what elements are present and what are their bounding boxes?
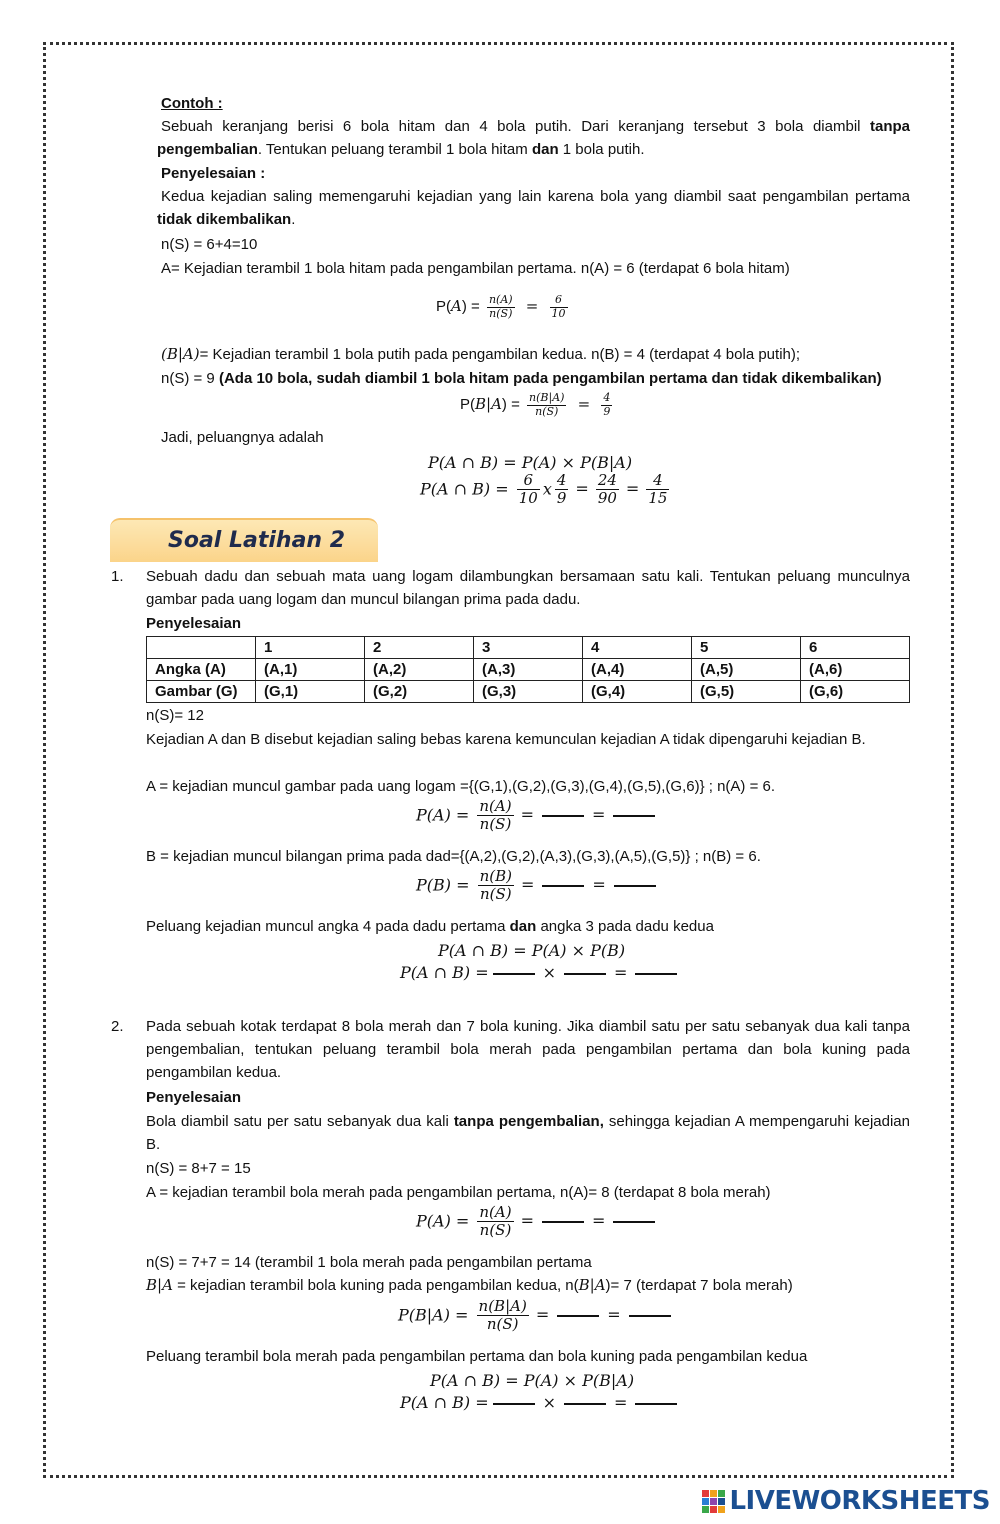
answer-blank[interactable] — [614, 885, 656, 887]
liveworksheets-logo[interactable] — [702, 1486, 990, 1516]
q1-solution-heading: Penyelesaian — [146, 615, 242, 632]
table-header-row — [147, 637, 910, 659]
example-conclusion: Jadi, peluangnya adalah — [161, 429, 324, 446]
q1-formula-2: P(A ∩ B) = × = — [400, 961, 681, 984]
q2-solution-heading: Penyelesaian — [146, 1089, 242, 1106]
answer-blank[interactable] — [564, 973, 606, 975]
q2-result: Peluang terambil bola merah pada pengambilan pertama dan bola kuning pada pengambilan kedua — [146, 1348, 808, 1365]
q1-event-b: B = kejadian muncul bilangan prima pada dad={(A,2),(G,2),(A,3),(G,3),(A,5),(G,5)} ; n(B) = 6. — [146, 848, 761, 865]
table-cell: (G,1) — [256, 681, 365, 703]
q2-event-a: A = kejadian terambil bola merah pada pengambilan pertama, n(A)= 8 (terdapat 8 bola merah) — [146, 1184, 771, 1201]
table-cell: 2 — [365, 637, 474, 659]
liveworksheets-logo-icon — [702, 1490, 725, 1513]
q1-pb-formula: P(B) = $\frac{n(B)}{n(S)}$ = = — [416, 868, 660, 904]
example-explanation: Kedua kejadian saling memengaruhi kejadian yang lain karena bola yang diambil saat pengambilan pertama tidak dikembalikan. — [157, 188, 910, 228]
q2-ns: n(S) = 8+7 = 15 — [146, 1160, 251, 1177]
example-heading: Contoh : — [161, 95, 223, 112]
table-cell: (G,5) — [692, 681, 801, 703]
q2-formula-1: P(A ∩ B) = P(A) × P(B|A) — [430, 1371, 635, 1390]
q1-event-a: A = kejadian muncul gambar pada uang logam ={(G,1),(G,2),(G,3),(G,4),(G,5),(G,6)} ; n(A) = 6. — [146, 778, 776, 795]
answer-blank[interactable] — [635, 973, 677, 975]
liveworksheets-brand: LIVEWORKSHEETS — [729, 1486, 990, 1516]
example-solution-heading: Penyelesaian : — [161, 165, 266, 182]
q2-number: 2. — [111, 1018, 124, 1035]
answer-blank[interactable] — [635, 1403, 677, 1405]
example-ns2: n(S) = 9 (Ada 10 bola, sudah diambil 1 bola hitam pada pengambilan pertama dan tidak dikembalikan) — [161, 370, 882, 387]
table-cell: (A,6) — [801, 659, 910, 681]
q2-explanation: Bola diambil satu per satu sebanyak dua kali tanpa pengembalian, sehingga kejadian A mempengaruhi kejadian B. — [146, 1113, 910, 1153]
answer-blank[interactable] — [542, 1221, 584, 1223]
q2-text: Pada sebuah kotak terdapat 8 bola merah dan 7 bola kuning. Jika diambil satu per satu sebanyak dua kali tanpa pengembalian, tentukan peluang terambil bola merah pada pengambilan pertama dan bola kuning pada pengambilan kedua. — [146, 1018, 910, 1081]
table-cell: (A,3) — [474, 659, 583, 681]
q1-ns: n(S)= 12 — [146, 707, 204, 724]
q2-pa-formula: P(A) = $\frac{n(A)}{n(S)}$ = = — [416, 1204, 659, 1240]
q1-pa-formula: P(A) = $\frac{n(A)}{n(S)}$ = = — [416, 798, 659, 834]
answer-blank[interactable] — [493, 973, 535, 975]
answer-blank[interactable] — [564, 1403, 606, 1405]
q1-text: Sebuah dadu dan sebuah mata uang logam dilambungkan bersamaan satu kali. Tentukan peluang munculnya gambar pada uang logam dan muncul bilangan prima pada dadu. — [146, 568, 910, 608]
q2-ns2: n(S) = 7+7 = 14 (terambil 1 bola merah pada pengambilan pertama — [146, 1254, 592, 1271]
section-banner — [110, 518, 378, 562]
table-cell — [147, 637, 256, 659]
table-cell: (A,2) — [365, 659, 474, 681]
answer-blank[interactable] — [493, 1403, 535, 1405]
table-cell: 1 — [256, 637, 365, 659]
q1-number: 1. — [111, 568, 124, 585]
table-cell: (A,5) — [692, 659, 801, 681]
section-title: Soal Latihan 2 — [168, 528, 346, 553]
q2-event-ba: B|A = kejadian terambil bola kuning pada pengambilan kedua, n(B|A)= 7 (terdapat 7 bola merah) — [146, 1276, 793, 1294]
example-formula-1: P(A ∩ B) = P(A) × P(B|A) — [428, 453, 633, 472]
example-event-a: A= Kejadian terambil 1 bola hitam pada pengambilan pertama. n(A) = 6 (terdapat 6 bola hitam) — [161, 260, 790, 277]
example-formula-2: P(A ∩ B) = $\frac{6}{10}$ x $\frac{4}{9}$ = $\frac{24}{90}$ = $\frac{4}{15}$ — [420, 471, 668, 508]
table-cell: (G,3) — [474, 681, 583, 703]
table-cell: (G,6) — [801, 681, 910, 703]
answer-blank[interactable] — [629, 1315, 671, 1317]
table-cell: 3 — [474, 637, 583, 659]
answer-blank[interactable] — [542, 885, 584, 887]
q1-sample-table — [146, 636, 910, 703]
table-row — [147, 681, 910, 703]
table-cell: 6 — [801, 637, 910, 659]
example-problem: Sebuah keranjang berisi 6 bola hitam dan 4 bola putih. Dari keranjang tersebut 3 bola diambil tanpa pengembalian. Tentukan peluang terambil 1 bola hitam dan 1 bola putih. — [157, 118, 910, 158]
table-cell: (G,2) — [365, 681, 474, 703]
q2-formula-2: P(A ∩ B) = × = — [400, 1391, 681, 1414]
q1-independent-note: Kejadian A dan B disebut kejadian saling bebas karena kemunculan kejadian A tidak dipengaruhi kejadian B. — [146, 731, 866, 748]
answer-blank[interactable] — [613, 815, 655, 817]
answer-blank[interactable] — [613, 1221, 655, 1223]
example-pba-formula: P(B|A) = $\frac{n(B|A)}{n(S)}$ = $\frac{4}{9}$ — [460, 391, 611, 418]
table-cell: Gambar (G) — [147, 681, 256, 703]
table-cell: (A,4) — [583, 659, 692, 681]
q2-pba-formula: P(B|A) = $\frac{n(B|A)}{n(S)}$ = = — [398, 1298, 675, 1334]
q1-result: Peluang kejadian muncul angka 4 pada dadu pertama dan angka 3 pada dadu kedua — [146, 918, 714, 935]
table-row — [147, 659, 910, 681]
example-pa-formula: P(A) = $\frac{n(A)}{n(S)}$ = $\frac{6}{10}$ — [436, 293, 566, 320]
table-cell: 5 — [692, 637, 801, 659]
q1-formula-1: P(A ∩ B) = P(A) × P(B) — [438, 941, 626, 960]
answer-blank[interactable] — [542, 815, 584, 817]
answer-blank[interactable] — [557, 1315, 599, 1317]
table-cell: Angka (A) — [147, 659, 256, 681]
table-cell: (A,1) — [256, 659, 365, 681]
table-cell: (G,4) — [583, 681, 692, 703]
table-cell: 4 — [583, 637, 692, 659]
example-ns: n(S) = 6+4=10 — [161, 236, 258, 253]
example-event-ba: (B|A)= Kejadian terambil 1 bola putih pada pengambilan kedua. n(B) = 4 (terdapat 4 bola putih); — [161, 345, 801, 363]
